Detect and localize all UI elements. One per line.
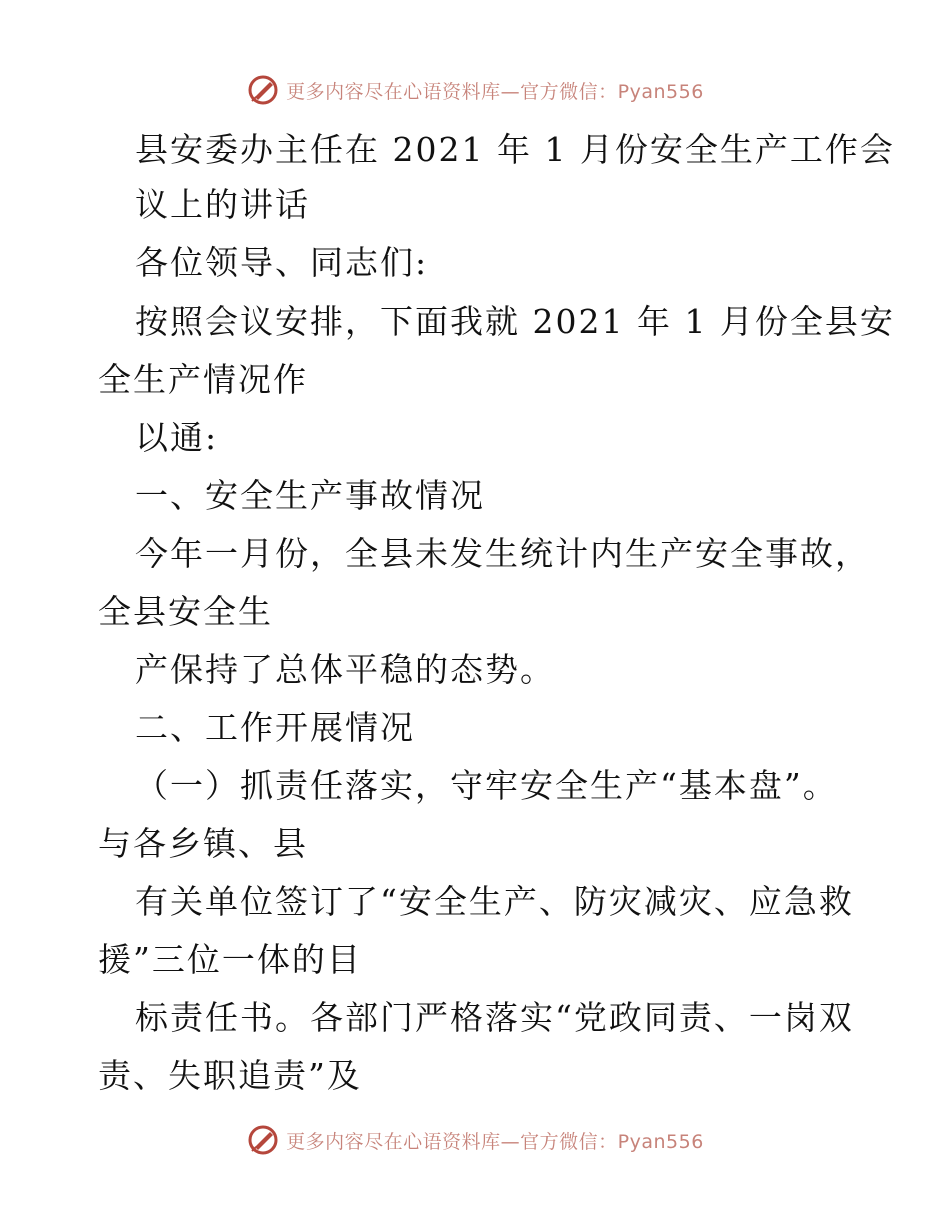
quill-seal-icon [246,73,280,107]
subsection-line: （一）抓责任落实，守牢安全生产“基本盘”。 [135,766,838,805]
paragraph-line: 今年一月份，全县未发生统计内生产安全事故， [135,534,870,573]
title-line-1: 县安委办主任在 2021 年 1 月份安全生产工作会 [135,130,895,169]
watermark-text: 更多内容尽在心语资料库—官方微信：Pyan556 [286,1130,704,1153]
paragraph-line: 按照会议安排，下面我就 2021 年 1 月份全县安 [135,302,895,341]
title-line-2: 议上的讲话 [135,185,310,224]
paragraph-line: 全县安全生 [98,592,273,631]
watermark-text: 更多内容尽在心语资料库—官方微信：Pyan556 [286,80,704,103]
header-watermark [0,70,950,110]
paragraph-line: 有关单位签订了“安全生产、防灾减灾、应急救 [135,882,854,921]
salutation: 各位领导、同志们: [135,243,429,282]
paragraph-line: 产保持了总体平稳的态势。 [135,650,555,689]
footer-watermark [0,1120,950,1160]
paragraph-line: 与各乡镇、县 [98,824,308,863]
paragraph-line: 援”三位一体的目 [98,940,362,979]
section-heading-2: 二、工作开展情况 [135,708,415,747]
paragraph-line: 全生产情况作 [98,360,308,399]
paragraph-line: 标责任书。各部门严格落实“党政同责、一岗双 [135,998,854,1037]
paragraph-line: 责、失职追责”及 [98,1056,362,1095]
quill-seal-icon [246,1123,280,1157]
paragraph-line: 以通: [135,418,219,457]
section-heading-1: 一、安全生产事故情况 [135,476,485,515]
